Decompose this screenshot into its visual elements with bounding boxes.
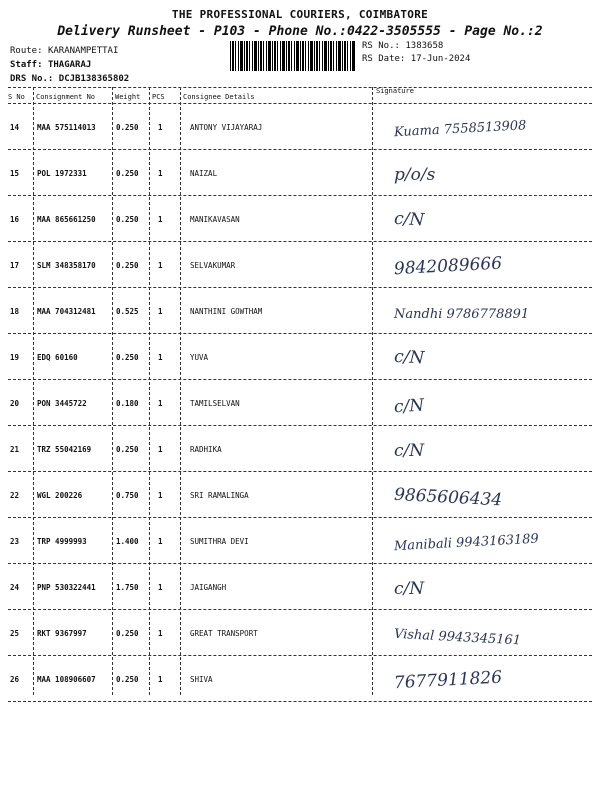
consignee-name-cell: RADHIKA (190, 445, 222, 454)
consignee-name-cell: SUMITHRA DEVI (190, 537, 249, 546)
signature-handwriting (376, 242, 592, 288)
runsheet-title: Delivery Runsheet - P103 - Phone No.:0422-3505555 - Page No.:2 (57, 24, 543, 39)
pieces-cell: 1 (158, 629, 163, 638)
table-top-rule (8, 87, 592, 88)
pieces-cell: 1 (158, 491, 163, 500)
route-line (10, 46, 118, 57)
signature-handwriting (376, 150, 592, 196)
signature-text: c/N (393, 346, 425, 369)
route-label: Route: (10, 46, 43, 56)
pieces-cell: 1 (158, 537, 163, 546)
consignment-number-cell: MAA 575114013 (37, 123, 96, 132)
serial-number-cell: 21 (10, 445, 20, 454)
consignment-number-cell: MAA 865661250 (37, 215, 96, 224)
weight-cell: 0.250 (116, 445, 139, 454)
table-row (0, 610, 600, 656)
rs-no-label: RS No.: (362, 41, 400, 51)
consignment-number-cell: MAA 704312481 (37, 307, 96, 316)
barcode-image (230, 41, 356, 71)
signature-handwriting (376, 104, 592, 150)
consignee-name-cell: SELVAKUMAR (190, 261, 236, 270)
weight-cell: 0.250 (116, 123, 139, 132)
serial-number-cell: 23 (10, 537, 20, 546)
signature-text: c/N (394, 579, 425, 599)
drs-value: DCJB138365802 (58, 74, 130, 84)
pieces-cell: 1 (158, 215, 163, 224)
consignee-name-cell: NAIZAL (190, 169, 218, 178)
route-value: KARANAMPETTAI (47, 46, 119, 56)
weight-cell: 0.250 (116, 169, 139, 178)
consignment-number-cell: EDQ 60160 (37, 353, 78, 362)
consignment-number-cell: TRZ 55042169 (37, 445, 92, 454)
pieces-cell: 1 (158, 169, 163, 178)
pieces-cell: 1 (158, 123, 163, 132)
signature-handwriting (376, 334, 592, 380)
weight-cell: 1.750 (116, 583, 139, 592)
signature-text: c/N (393, 208, 425, 231)
signature-handwriting (376, 518, 592, 564)
drs-line (10, 74, 129, 85)
table-row (0, 242, 600, 288)
rs-date-label: RS Date: (362, 54, 406, 64)
header-weight: Weight (115, 93, 141, 101)
serial-number-cell: 22 (10, 491, 20, 500)
consignment-number-cell: MAA 108906607 (37, 675, 96, 684)
weight-cell: 0.250 (116, 215, 139, 224)
consignment-number-cell: RKT 9367997 (37, 629, 87, 638)
weight-cell: 0.250 (116, 261, 139, 270)
weight-cell: 0.250 (116, 629, 139, 638)
pieces-cell: 1 (158, 261, 163, 270)
consignee-name-cell: ANTONY VIJAYARAJ (190, 123, 263, 132)
serial-number-cell: 26 (10, 675, 20, 684)
signature-handwriting (376, 472, 592, 518)
signature-text: Vishal 9943345161 (393, 626, 522, 649)
table-row (0, 518, 600, 564)
staff-value: THAGARAJ (47, 60, 92, 70)
table-row (0, 104, 600, 150)
drs-label: DRS No.: (10, 74, 54, 84)
rs-no-line (362, 41, 443, 52)
consignment-number-cell: TRP 4999993 (37, 537, 87, 546)
consignee-name-cell: GREAT TRANSPORT (190, 629, 258, 638)
pieces-cell: 1 (158, 675, 163, 684)
rs-date-line (362, 54, 470, 65)
consignee-name-cell: SHIVA (190, 675, 213, 684)
signature-handwriting (376, 288, 592, 334)
header-pcs: PCS (152, 93, 165, 101)
rs-date-value: 17-Jun-2024 (410, 54, 471, 64)
header-consignee: Consignee Details (183, 93, 255, 101)
table-row (0, 150, 600, 196)
header-consignment: Consignment No (36, 93, 96, 101)
table-row (0, 656, 600, 702)
pieces-cell: 1 (158, 399, 163, 408)
serial-number-cell: 17 (10, 261, 20, 270)
signature-text: Manibali 9943163189 (393, 531, 540, 555)
pieces-cell: 1 (158, 445, 163, 454)
serial-number-cell: 18 (10, 307, 20, 316)
weight-cell: 1.400 (116, 537, 139, 546)
serial-number-cell: 15 (10, 169, 20, 178)
consignee-name-cell: YUVA (190, 353, 209, 362)
weight-cell: 0.250 (116, 353, 139, 362)
staff-line (10, 60, 91, 71)
signature-handwriting (376, 380, 592, 426)
table-row (0, 380, 600, 426)
signature-handwriting (376, 564, 592, 610)
signature-text: 9842089666 (393, 253, 503, 280)
serial-number-cell: 20 (10, 399, 20, 408)
signature-text: 7677911826 (393, 667, 503, 694)
staff-label: Staff: (10, 60, 43, 70)
pieces-cell: 1 (158, 307, 163, 316)
table-row (0, 564, 600, 610)
weight-cell: 0.180 (116, 399, 139, 408)
pieces-cell: 1 (158, 353, 163, 362)
consignee-name-cell: TAMILSELVAN (190, 399, 240, 408)
signature-text: p/o/s (394, 165, 436, 185)
consignment-number-cell: POL 1972331 (37, 169, 87, 178)
weight-cell: 0.750 (116, 491, 139, 500)
signature-handwriting (376, 610, 592, 656)
header-sno: S No (8, 93, 25, 101)
table-row (0, 196, 600, 242)
serial-number-cell: 16 (10, 215, 20, 224)
weight-cell: 0.525 (116, 307, 139, 316)
table-row (0, 472, 600, 518)
signature-text: 9865606434 (393, 484, 503, 511)
consignment-number-cell: WGL 200226 (37, 491, 83, 500)
consignment-number-cell: PNP 530322441 (37, 583, 96, 592)
signature-text: Nandhi 9786778891 (394, 307, 530, 322)
signature-handwriting (376, 426, 592, 472)
consignment-number-cell: PON 3445722 (37, 399, 87, 408)
signature-text: c/N (393, 395, 425, 418)
company-title: THE PROFESSIONAL COURIERS, COIMBATORE (171, 8, 429, 21)
serial-number-cell: 24 (10, 583, 20, 592)
serial-number-cell: 19 (10, 353, 20, 362)
consignee-name-cell: NANTHINI GOWTHAM (190, 307, 263, 316)
pieces-cell: 1 (158, 583, 163, 592)
table-row (0, 334, 600, 380)
signature-text: c/N (394, 441, 425, 461)
serial-number-cell: 25 (10, 629, 20, 638)
signature-text: Kuama 7558513908 (393, 118, 527, 141)
consignee-name-cell: MANIKAVASAN (190, 215, 240, 224)
header-signature: Signature (376, 87, 414, 95)
consignment-number-cell: SLM 348358170 (37, 261, 96, 270)
row-separator (8, 701, 592, 702)
table-row (0, 426, 600, 472)
weight-cell: 0.250 (116, 675, 139, 684)
table-row (0, 288, 600, 334)
signature-handwriting (376, 196, 592, 242)
rs-no-value: 1383658 (405, 41, 444, 51)
serial-number-cell: 14 (10, 123, 20, 132)
consignee-name-cell: SRI RAMALINGA (190, 491, 249, 500)
consignee-name-cell: JAIGANGH (190, 583, 227, 592)
signature-handwriting (376, 656, 592, 702)
